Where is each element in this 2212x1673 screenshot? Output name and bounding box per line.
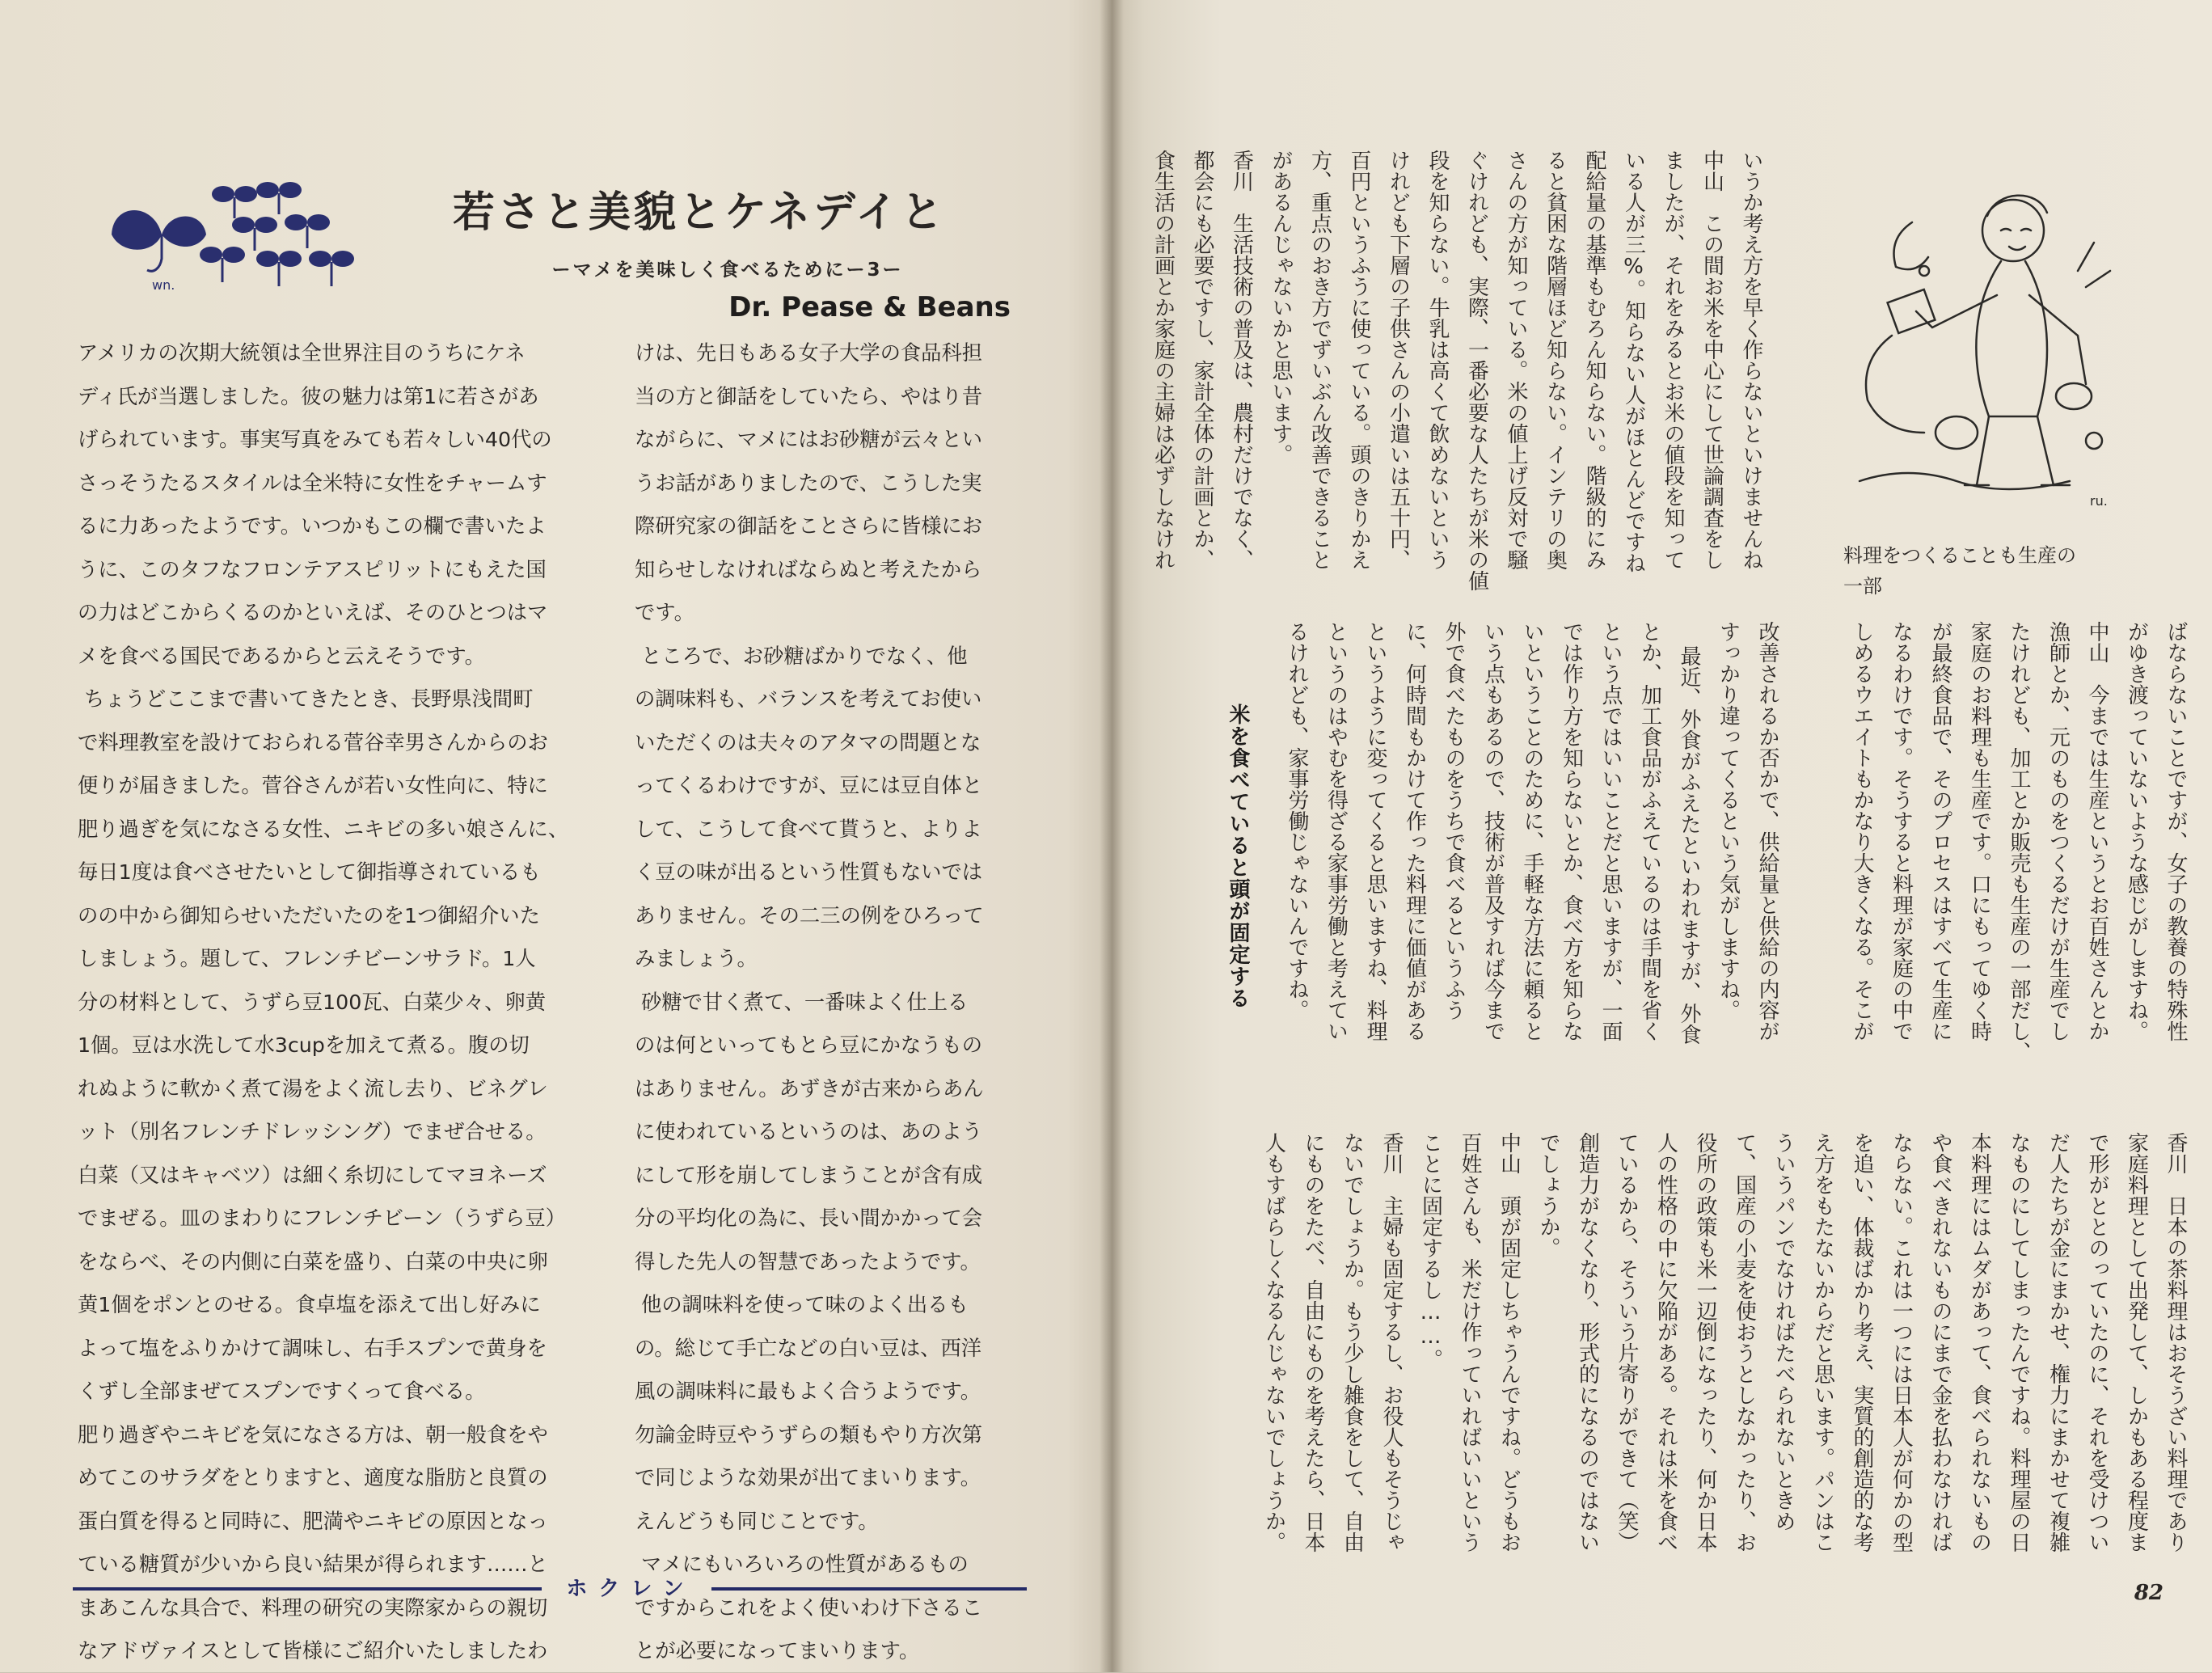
text-column: で形がととのっていたのに、それを受けつい xyxy=(2085,1132,2109,1553)
text-line: 蛋白質を得ると同時に、肥満やニキビの原因となっ xyxy=(78,1509,548,1533)
text-line: 他の調味料を使って味のよく出るも xyxy=(635,1293,969,1316)
text-line: 白菜（又はキャベツ）は細く糸切にしてマヨネーズ xyxy=(78,1163,547,1187)
svg-text:wn.: wn. xyxy=(152,277,175,293)
text-column: いる人が三%。知らない人がほとんどですね xyxy=(1621,150,1646,573)
text-line: ちょうどここまで書いてきたとき、長野県浅間町 xyxy=(78,687,534,711)
text-line: です。 xyxy=(635,601,694,624)
text-line: 風の調味料に最もよく合うようです。 xyxy=(635,1379,981,1403)
text-column: にものをたべ、自由にものを考えたら、日本 xyxy=(1301,1132,1325,1553)
text-line: で料理教室を設けておられる菅谷幸男さんからのお xyxy=(78,730,548,754)
text-column: 人もすばらしくなるんじゃないでしょうか。 xyxy=(1261,1132,1286,1553)
text-column: を追い、体裁ばかり考え、実質的創造的な考 xyxy=(1850,1132,1874,1553)
footer-brand: ホクレン xyxy=(566,1577,695,1601)
text-column: でしょうか。 xyxy=(1536,1132,1560,1258)
text-column: 中山 この間お米を中心にして世論調査をし xyxy=(1699,150,1724,570)
text-column: 中山 頭が固定しちゃうんですね。どうもお xyxy=(1496,1132,1522,1553)
article-subtitle: ーマメを美味しく食べるためにー3ー xyxy=(551,260,904,281)
footer-rule xyxy=(73,1573,1027,1605)
text-line: して、こうして食べて貰うと、よりよ xyxy=(635,817,982,841)
text-column: いということのために、手軽な方法に頼ると xyxy=(1520,621,1544,1041)
page-number: 82 xyxy=(2134,1581,2163,1605)
text-column: に、何時間もかけて作った料理に価値がある xyxy=(1402,621,1427,1041)
text-column: 香川 生活技術の普及は、農村だけでなく、 xyxy=(1229,150,1254,570)
text-line: 知らせしなければならぬと考えたから xyxy=(635,557,982,581)
text-line: 当の方と御話をしていたら、やはり昔 xyxy=(635,384,983,408)
text-line: くずし全部まぜてスプンですくって食べる。 xyxy=(78,1379,486,1403)
text-line: に使われているというのは、あのよう xyxy=(635,1120,983,1143)
text-column: ばならないことですが、女子の教養の特殊性 xyxy=(2163,621,2188,1041)
text-column: いうか考え方を早く作らないといけませんね xyxy=(1739,150,1763,570)
illustration-caption xyxy=(1843,540,2134,602)
text-line: 肥り過ぎやニキビを気になさる方は、朝一般食をや xyxy=(78,1422,548,1447)
text-line: 得した先人の智慧であったようです。 xyxy=(635,1249,981,1274)
text-column: 漁師とか、元のものをつくるだけが生産でし xyxy=(2045,621,2071,1041)
text-line: ながらに、マメにはお砂糖が云々とい xyxy=(635,428,983,451)
text-line: 勿論金時豆やうずらの類もやり方次第 xyxy=(635,1422,983,1447)
caption-line-2: 一部 xyxy=(1843,575,1882,598)
text-column: ことに固定するし……。 xyxy=(1418,1132,1443,1370)
text-column: 香川 主婦も固定するし、お役人もそうじゃ xyxy=(1379,1132,1404,1553)
footer-line-right xyxy=(711,1587,1027,1591)
book-gutter xyxy=(1100,0,1124,1672)
text-column: 最近、外食がふえたといわれますが、外食 xyxy=(1677,621,1701,1045)
text-line: の。総じて手亡などの白い豆は、西洋 xyxy=(635,1336,982,1360)
article-byline: Dr. Pease & Beans xyxy=(728,291,1011,323)
text-column: 創造力がなくなり、形式的になるのではない xyxy=(1575,1132,1600,1553)
text-column: て、国産の小麦を使おうとしなかったり、お xyxy=(1732,1132,1757,1553)
text-column: すっかり違ってくるという気がしますね。 xyxy=(1716,621,1741,1020)
dialogue-middle-right-columns xyxy=(1807,621,2195,1090)
text-line: はありません。あずきが古来からあん xyxy=(635,1076,984,1101)
dialogue-upper-columns xyxy=(1150,150,1771,606)
text-column: という点ではいいことだと思いますが、一面 xyxy=(1598,621,1623,1041)
text-line: 際研究家の御話をことさらに皆様にお xyxy=(635,514,983,538)
text-line: まあこんな具合で、料理の研究の実際家からの親切 xyxy=(78,1595,548,1620)
text-line: で同じような効果が出てまいります。 xyxy=(635,1466,981,1489)
text-column: 百円というふうに使っている。頭のきりかえ xyxy=(1347,150,1371,570)
text-column: 香川 日本の茶料理はおそうざい料理であり xyxy=(2163,1132,2188,1553)
text-line: さっそうたるスタイルは全米特に女性をチャームす xyxy=(78,471,547,495)
text-column: ういうパンでなければたべられないときめ xyxy=(1771,1132,1796,1531)
text-column: 家庭料理として出発して、しかもある程度ま xyxy=(2124,1132,2149,1553)
text-column: 家庭のお料理も生産です。口にもってゆく時 xyxy=(1967,621,1992,1041)
text-column: 配給量の基準もむろん知らない。階級的にみ xyxy=(1582,150,1606,570)
dialogue-lower-columns xyxy=(1188,1132,2195,1581)
text-column: ると貧困な階層ほど知らない。インテリの奥 xyxy=(1543,150,1568,570)
text-column: というのはやむを得ざる家事労働と考えてい xyxy=(1323,621,1349,1041)
text-line: よって塩をふりかけて調味し、右手スプンで黄身を xyxy=(78,1336,547,1360)
text-line: みましょう。 xyxy=(635,947,758,970)
text-line: ところで、お砂糖ばかりでなく、他 xyxy=(635,644,968,668)
text-column: では作り方を知らないとか、食べ方を知らな xyxy=(1559,621,1584,1041)
vertical-text-flow xyxy=(1807,621,2195,1090)
text-line: ってくるわけですが、豆には豆自体と xyxy=(635,774,983,797)
text-line: ですからこれをよく使いわけ下さるこ xyxy=(635,1595,983,1620)
article-title: 若さと美貌とケネデイと xyxy=(453,188,947,237)
text-column: 中山 今までは生産というとお百姓さんとか xyxy=(2085,621,2109,1041)
text-column: なものにしてしまったんですね。料理屋の日 xyxy=(2007,1132,2031,1553)
text-line: 分の材料として、うずら豆100瓦、白菜少々、卵黄 xyxy=(78,990,547,1014)
text-column: ぐけれども、実際、一番必要な人たちが米の値 xyxy=(1464,150,1489,591)
text-line: けは、先日もある女子大学の食品科担 xyxy=(635,341,983,365)
caption-line-1: 料理をつくることも生産の xyxy=(1843,544,2076,567)
text-line: 毎日1度は食べさせたいとして御指導されているも xyxy=(78,860,541,884)
text-column: るけれども、家事労働じゃないんですね。 xyxy=(1285,621,1309,1020)
text-column: けれども下層の子供さんの小遣いは五十円、 xyxy=(1386,150,1411,570)
text-column: があるんじゃないかと思います。 xyxy=(1269,150,1293,465)
text-line: ディ氏が当選しました。彼の魅力は第1に若さがあ xyxy=(78,384,539,408)
footer-line-left xyxy=(73,1587,542,1591)
text-line: 1個。豆は水洗して水3cupを加えて煮る。腹の切 xyxy=(78,1033,530,1057)
text-column: というように変ってくると思いますね、料理 xyxy=(1363,621,1387,1041)
text-line: 分の平均化の為に、長い間かかって会 xyxy=(635,1206,983,1230)
text-column: が最終食品で、そのプロセスはすべて生産に xyxy=(1928,621,1952,1041)
article-column-right xyxy=(635,332,1152,1662)
woman-cooking-illustration-icon xyxy=(1835,174,2134,513)
text-column: しめるウエイトもかなり大きくなる。そこが xyxy=(1850,621,1874,1041)
dialogue-middle-left-columns xyxy=(1188,621,1787,1090)
text-line: るに力あったようです。いつかもこの欄で書いたよ xyxy=(78,514,547,538)
text-column: 外で食べたものをうちで食べるというふう xyxy=(1442,621,1466,1020)
text-line: マメにもいろいろの性質があるもの xyxy=(635,1553,969,1576)
text-line: ット（別名フレンチドレッシング）でまぜ合せる。 xyxy=(78,1120,547,1143)
text-column: さんの方が知っている。米の値上げ反対で騒 xyxy=(1504,150,1528,570)
text-column: 改善されるか否かで、供給量と供給の内容が xyxy=(1755,621,1779,1041)
text-column: 本料理にはムダがあって、食べられないもの xyxy=(1967,1132,1992,1553)
text-column: だ人たちが金にまかせ、権力にまかせて複雑 xyxy=(2045,1132,2071,1553)
section-heading: 米を食べていると頭が固定する xyxy=(1226,703,1250,1009)
text-column: なるわけです。そうすると料理が家庭の中で xyxy=(1889,621,1914,1041)
vertical-text-flow xyxy=(1150,150,1771,606)
text-line: 砂糖で甘く煮て、一番味よく仕上る xyxy=(635,990,969,1014)
text-line: とが必要になってまいります。 xyxy=(635,1639,920,1662)
text-column: 人の性格の中に欠陥がある。それは米を食べ xyxy=(1653,1132,1678,1553)
text-line: 黄1個をポンとのせる。食卓塩を添えて出し好みに xyxy=(78,1293,541,1316)
text-line: ている糖質が少いから良い結果が得られます……と xyxy=(78,1553,548,1576)
text-column: ましたが、それをみるとお米の値段を知って xyxy=(1661,150,1685,570)
text-line: く豆の味が出るという性質もないでは xyxy=(635,860,983,884)
text-column: 方、重点のおき方でずいぶん改善できること xyxy=(1307,150,1332,570)
text-line: げられています。事実写真をみても若々しい40代の xyxy=(78,428,552,451)
text-column: 役所の政策も米一辺倒になったり、何か日本 xyxy=(1693,1132,1717,1553)
text-line: うに、このタフなフロンテアスピリットにもえた国 xyxy=(78,557,547,581)
text-line: アメリカの次期大統領は全世界注目のうちにケネ xyxy=(78,341,526,365)
text-column: ならない。これは一つには日本人が何かの型 xyxy=(1889,1132,1914,1553)
text-line: の力はどこからくるのかといえば、そのひとつはマ xyxy=(78,601,548,624)
text-line: ありません。その二三の例をひろって xyxy=(635,903,984,927)
text-column: ないでしょうか。もう少し雑食をして、自由 xyxy=(1340,1132,1365,1553)
text-line: メを食べる国民であるからと云えそうです。 xyxy=(78,644,485,668)
text-line: 便りが届きました。菅谷さんが若い女性向に、特に xyxy=(78,774,548,797)
vertical-text-flow xyxy=(1188,1132,2195,1581)
text-line: なアドヴァイスとして皆様にご紹介いたしましたわ xyxy=(78,1639,548,1662)
text-line: えんどうも同じことです。 xyxy=(635,1509,879,1533)
text-line: めてこのサラダをとりますと、適度な脂肪と良質の xyxy=(78,1466,548,1489)
text-column: 百姓さんも、米だけ作っていればいいという xyxy=(1458,1132,1482,1553)
text-line: うお話がありましたので、こうした実 xyxy=(635,471,982,495)
text-line: をならべ、その内側に白菜を盛り、白菜の中央に卵 xyxy=(78,1249,548,1274)
text-line: の調味料も、バランスを考えてお使い xyxy=(635,687,982,711)
text-column: いう点もあるので、技術が普及すれば今まで xyxy=(1480,621,1505,1041)
text-column: や食べきれないものにまで金を払わなければ xyxy=(1928,1132,1952,1553)
article-column-left xyxy=(78,332,595,1662)
bean-sprouts-logo-icon xyxy=(105,178,364,307)
svg-text:ru.: ru. xyxy=(2090,493,2108,509)
text-column: 都会にも必要ですし、家計全体の計画とか、 xyxy=(1190,150,1214,570)
text-column: 食生活の計画とか家庭の主婦は必ずしなけれ xyxy=(1150,150,1176,570)
text-column: がゆき渡っていないような感じがしますね。 xyxy=(2124,621,2149,1041)
text-line: 肥り過ぎを気になさる女性、ニキビの多い娘さんに、 xyxy=(78,817,569,841)
text-column: ているから、そういう片寄りができて（笑） xyxy=(1615,1132,1639,1553)
text-line: にして形を崩してしまうことが含有成 xyxy=(635,1163,983,1187)
text-column: とか、加工食品がふえているのは手間を省く xyxy=(1637,621,1662,1041)
text-column: たけれども、加工とか販売も生産の一部だし、 xyxy=(2007,621,2031,1063)
text-line: れぬように軟かく煮て湯をよく流し去り、ビネグレ xyxy=(78,1076,548,1101)
text-line: のは何といってもとら豆にかなうもの xyxy=(635,1033,983,1057)
vertical-text-flow xyxy=(1188,621,1787,1090)
text-line: いただくのは夫々のアタマの問題とな xyxy=(635,730,981,754)
text-column: え方をもたないからだと思います。パンはこ xyxy=(1810,1132,1835,1553)
text-line: でまぜる。皿のまわりにフレンチビーン（うずら豆） xyxy=(78,1206,566,1230)
text-column: 段を知らない。牛乳は高くて飲めないという xyxy=(1425,150,1450,570)
text-line: しましょう。題して、フレンチビーンサラド。1人 xyxy=(78,947,536,970)
text-line: のの中から御知らせいただいたのを1つ御紹介いた xyxy=(78,903,540,927)
